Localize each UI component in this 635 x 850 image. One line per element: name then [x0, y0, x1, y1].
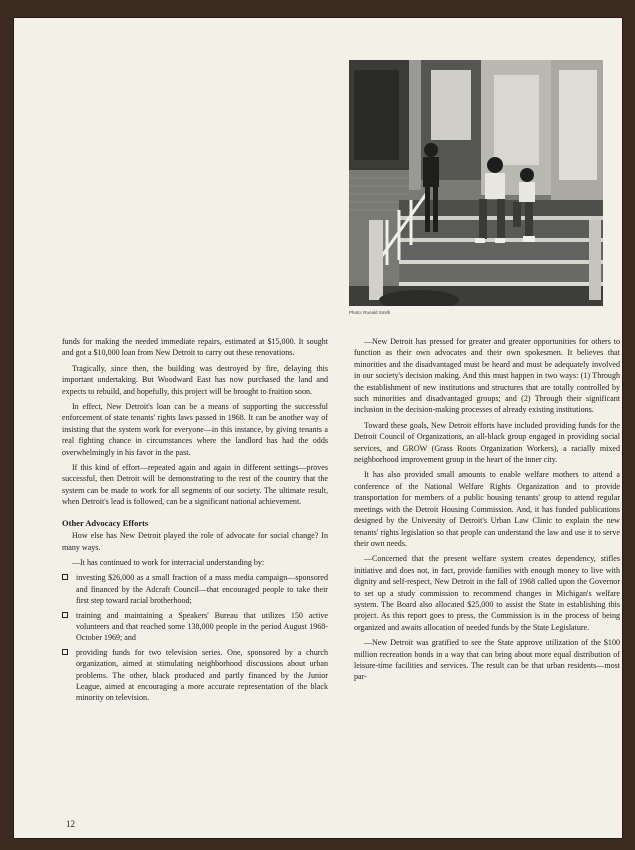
paragraph: Tragically, since then, the building was destroyed by fire, delaying this important undertaking. But Woodward East has now purchased the land and expects to rebuild, and hopefully, this project will be brought to fruition soon.	[62, 363, 328, 396]
bullet-item	[62, 647, 328, 704]
checkbox-bullet-icon	[62, 649, 68, 655]
paragraph: Toward these goals, New Detroit efforts have included providing funds for the Detroit Council of Organizations, an all-black group engaged in providing social services, and GROW (Grass Roots Organization Workers), a racially mixed neighborhood improvement group in the heart of the inner city.	[354, 420, 620, 465]
photo-credit: Photo: Ronald Smith	[349, 310, 391, 315]
paragraph: funds for making the needed immediate repairs, estimated at $15,000. It sought and got a $10,000 loan from New Detroit to carry out these renovations.	[62, 337, 328, 358]
paragraph: —It has continued to work for interracial understanding by:	[72, 557, 265, 567]
porch-photo-illustration	[349, 60, 603, 306]
paragraph: It has also provided small amounts to enable welfare mothers to attend a conference of the National Welfare Rights Organization and to provide transportation for members of a public housing tenants' group to attend regular meetings with the Detroit Housing Commission. And, it has funded publications designed by the University of Detroit's Urban Law Clinic to explain the new tenants' rights legislation so that people can understand the law and use it to serve their own needs.	[354, 470, 620, 548]
paragraph: In effect, New Detroit's loan can be a means of supporting the successful enforcement of state tenants' rights laws passed in 1968. It can be another way of insisting that the system work for everyone—in this instance, by giving tenants a real fighting chance in circumstances where the landlord has had the odds overwhelmingly in his favor in the past.	[62, 402, 328, 457]
page-number: 12	[66, 819, 75, 829]
right-column	[354, 336, 620, 687]
bullet-item	[62, 572, 328, 606]
document-page	[14, 18, 622, 838]
bullet-text: investing $26,000 as a small fraction of a mass media campaign—sponsored and financed by the Adcraft Council—that encouraged people to take their first step toward racial brotherhood;	[76, 573, 328, 606]
porch-photo	[349, 60, 603, 306]
bullet-text: training and maintaining a Speakers' Bureau that utilizes 150 active volunteers and that reached some 138,000 people in the period August 1968-October 1969; and	[76, 610, 328, 643]
paragraph: —New Detroit was gratified to see the State approve utilization of the $100 million recreation bonds in a way that can bring about more equal distribution of leisure-time facilities and services. The result can be that urban residents—most par-	[354, 638, 620, 682]
paragraph: If this kind of effort—repeated again and again in different settings—proves successful, then Detroit will be demonstrating to the rest of the country that the system can be made to work for all segments of our society. The ultimate result, when Detroit's lead is followed, can be a significant national achievement.	[62, 463, 328, 507]
bullet-text: providing funds for two television series. One, sponsored by a church organization, aimed at stimulating neighborhood discussions about urban problems. The other, black produced and partly financed by the Junior League, aimed at encouraging a more accurate representation of the black minority on television.	[76, 647, 328, 703]
paragraph: —New Detroit has pressed for greater and greater opportunities for others to function as their own advocates and their own spokesmen. It believes that minorities and the disadvantaged must be heard and must be adequately involved in our society's decision making. And this must happen in two ways: (1) Through the establishment of new institutions and structures that are totally controlled by such minorities and disadvantaged groups; and (2) Through their significant inclusion in the decision-making processes of already existing institutions.	[354, 337, 620, 415]
bullet-item	[62, 610, 328, 644]
checkbox-bullet-icon	[62, 574, 68, 580]
left-column	[62, 336, 328, 707]
paragraph: How else has New Detroit played the role of advocate for social change? In many ways.	[62, 531, 328, 552]
paragraph: —Concerned that the present welfare system creates dependency, stifles initiative and does not, in fact, provide families with enough money to live with dignity and self-respect, New Detroit in the fall of 1968 called upon the Governor to set up a study commission to recommend changes in Michigan's welfare system. The Board also allocated $25,000 to assist the State in establishing this project. As this report goes to press, the Commission is in the process of being organized and awaits allocation of needed funds by the State Legislature.	[354, 554, 620, 632]
section-heading: Other Advocacy Efforts	[62, 517, 149, 528]
checkbox-bullet-icon	[62, 612, 68, 618]
